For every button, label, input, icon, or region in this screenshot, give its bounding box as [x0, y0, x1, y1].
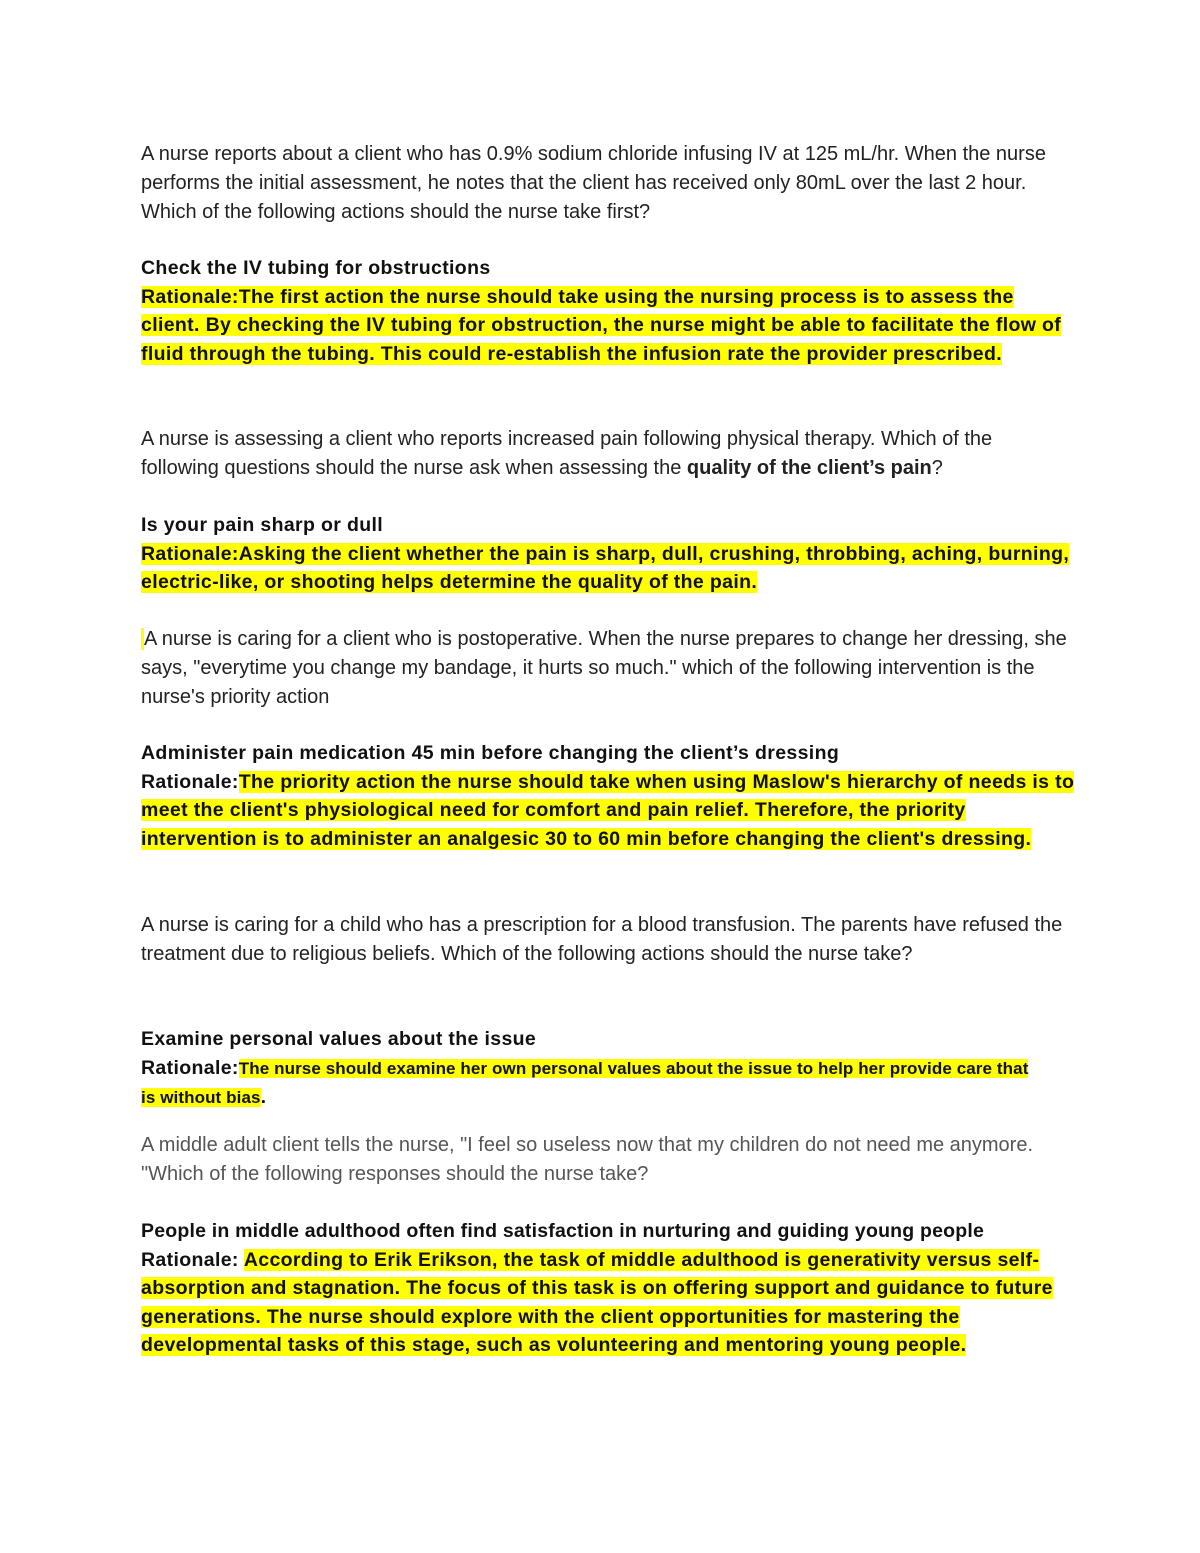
answer-2 [141, 511, 1071, 597]
answer-1-text: Check the IV tubing for obstructions [141, 257, 491, 279]
question-3-text: A nurse is caring for a client who is postoperative. When the nurse prepares to change her dressing, she says, "everytime you change my bandage, it hurts so much." which of the following intervention is the nurse's priority action [141, 628, 1067, 708]
rationale-1 [141, 283, 1071, 369]
rationale-2 [141, 540, 1071, 597]
rationale-3-label: Rationale: [141, 770, 239, 793]
question-4: A nurse is caring for a child who has a prescription for a blood transfusion. The parents have refused the treatment due to religious beliefs. Which of the following actions should the nurse take? [141, 914, 1063, 965]
answer-4-text: Examine personal values about the issue [141, 1028, 537, 1050]
answer-4 [141, 1025, 1071, 1113]
rationale-4 [141, 1054, 1031, 1113]
rationale-3 [141, 768, 1081, 854]
answer-5 [141, 1217, 1091, 1360]
question-3 [141, 625, 1071, 712]
question-1: A nurse reports about a client who has 0.9% sodium chloride infusing IV at 125 mL/hr. When the nurse performs the initial assessment, he notes that the client has received only 80mL over the last 2 hour. Which of the following actions should the nurse take first? [141, 143, 1046, 223]
question-2-emphasis: quality of the client’s pain [686, 457, 932, 479]
answer-5-text: People in middle adulthood often find satisfaction in nurturing and guiding young people [141, 1220, 985, 1242]
rationale-5-label: Rationale: [141, 1248, 244, 1271]
answer-2-text: Is your pain sharp or dull [141, 514, 384, 536]
rationale-4-text: The nurse should examine her own personal values about the issue to help her provide care that is without bias [141, 1058, 1029, 1108]
question-2 [141, 425, 1071, 483]
rationale-1-text: The first action the nurse should take using the nursing process is to assess the client. By checking the IV tubing for obstruction, the nurse might be able to facilitate the flow of fluid through the tubing. This could re-establish the infusion rate the provider prescribed. [141, 285, 1062, 365]
rationale-1-label: Rationale: [141, 285, 239, 308]
answer-3 [141, 739, 1081, 853]
rationale-5-text: According to Erik Erikson, the task of middle adulthood is generativity versus self-absorption and stagnation. The focus of this task is on offering support and guidance to future generations. The nurse should explore with the client opportunities for mastering the developmental tasks of this stage, such as volunteering and mentoring young people. [141, 1248, 1053, 1357]
question-2-end: ? [931, 457, 943, 479]
rationale-5 [141, 1246, 1061, 1360]
rationale-4-end: . [260, 1086, 267, 1109]
answer-3-text: Administer pain medication 45 min before changing the client’s dressing [141, 742, 840, 764]
rationale-2-label: Rationale: [141, 542, 239, 565]
rationale-3-text: The priority action the nurse should take when using Maslow's hierarchy of needs is to meet the client's physiological need for comfort and pain relief. Therefore, the priority intervention is to administer an analgesic 30 to 60 min before changing the client's dressing. [141, 770, 1075, 850]
rationale-4-label: Rationale: [141, 1056, 239, 1079]
question-2-text: A nurse is assessing a client who reports increased pain following physical therapy. Which of the following questions should the nurse ask when assessing the [141, 428, 993, 479]
rationale-2-text: Asking the client whether the pain is sharp, dull, crushing, throbbing, aching, burning, electric-like, or shooting helps determine the quality of the pain. [141, 542, 1070, 594]
question-5: A middle adult client tells the nurse, "I feel so useless now that my children do not need me anymore. "Which of the following responses should the nurse take? [141, 1134, 1034, 1185]
answer-1 [141, 254, 1071, 368]
